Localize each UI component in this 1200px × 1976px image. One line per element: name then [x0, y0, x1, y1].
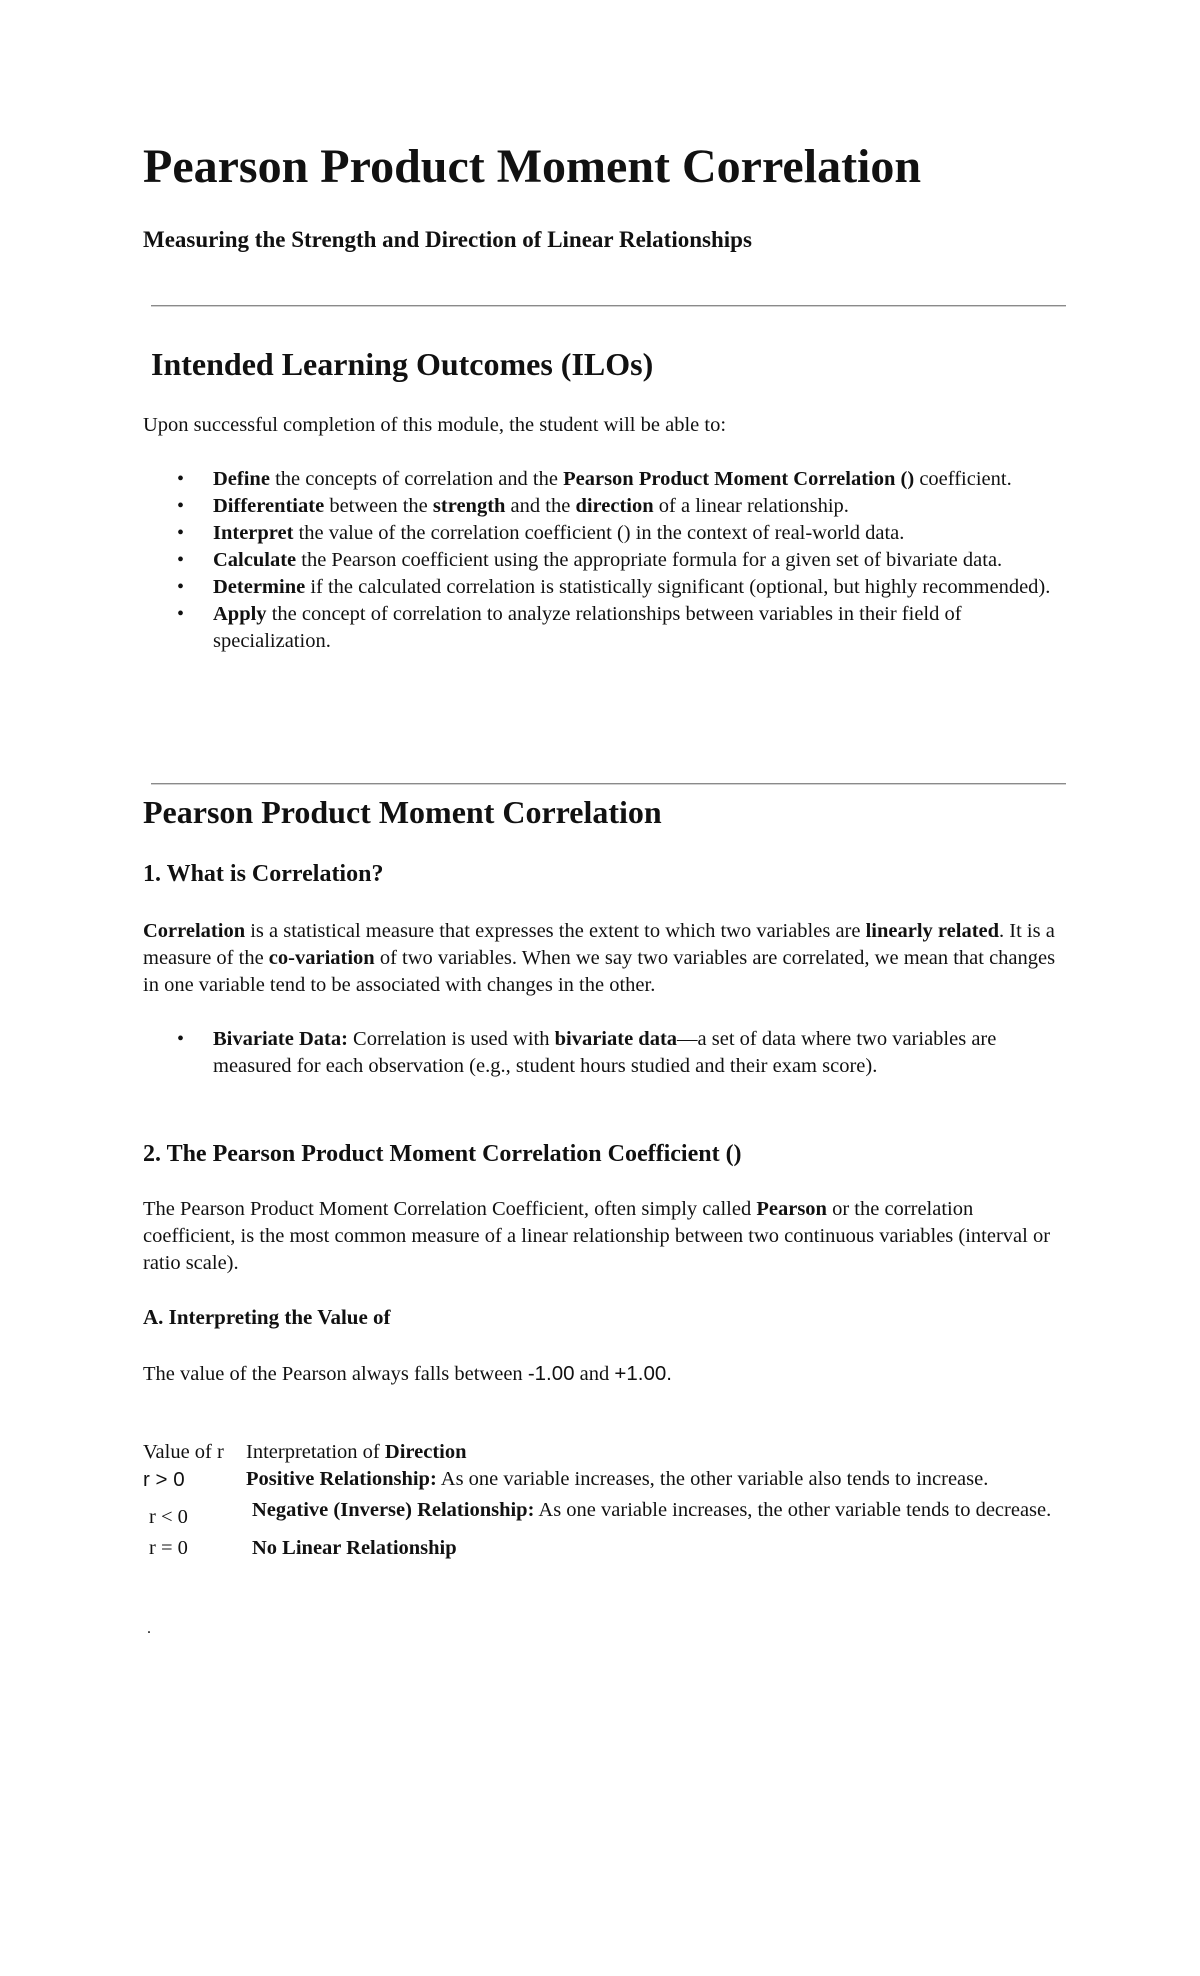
document-subtitle: Measuring the Strength and Direction of Linear Relationships: [143, 227, 752, 252]
ilo-item: • Differentiate between the strength and the direction of a linear relationship.: [143, 493, 1068, 520]
table-row: [143, 1535, 1068, 1562]
table-row: [143, 1497, 1068, 1531]
ilo-item: • Define the concepts of correlation and the Pearson Product Moment Correlation () coefficient.: [143, 466, 1068, 493]
ilo-heading: Intended Learning Outcomes (ILOs): [151, 346, 654, 382]
ilo-item: • Calculate the Pearson coefficient using the appropriate formula for a given set of bivariate data.: [143, 547, 1068, 574]
document-title: Pearson Product Moment Correlation: [143, 140, 922, 193]
ilo-item: • Interpret the value of the correlation coefficient () in the context of real-world data.: [143, 520, 1068, 547]
table-header-value: Value of r: [143, 1441, 224, 1463]
range-statement: The value of the Pearson always falls between -1.00 and +1.00.: [143, 1362, 672, 1385]
ilo-intro: Upon successful completion of this module, the student will be able to:: [143, 414, 727, 436]
table-cell-value: r > 0: [143, 1468, 185, 1491]
table-cell-interpretation: Positive Relationship: As one variable increases, the other variable also tends to increase.: [246, 1468, 989, 1490]
correlation-definition: Correlation is a statistical measure that expresses the extent to which two variables are linearly related. It is a measure of the co-variation of two variables. When we say two variables are correlated, we mean that changes in one variable tend to be associated with changes in the other.: [143, 920, 1056, 996]
horizontal-rule: [151, 305, 1066, 307]
bivariate-item: • Bivariate Data: Correlation is used with bivariate data—a set of data where two variables are measured for each observation (e.g., student hours studied and their exam score).: [143, 1026, 1068, 1080]
table-header-interpretation: Interpretation of Direction: [246, 1441, 467, 1463]
table-header-row: [143, 1439, 1068, 1466]
ilo-item: • Apply the concept of correlation to analyze relationships between variables in their field of specialization.: [143, 601, 1068, 655]
interpreting-heading: A. Interpreting the Value of: [143, 1305, 391, 1329]
interpretation-table: [143, 1439, 1068, 1562]
table-row: [143, 1466, 1068, 1493]
coefficient-description: The Pearson Product Moment Correlation Coefficient, often simply called Pearson or the correlation coefficient, is the most common measure of a linear relationship between two continuous variables (interval or ratio scale).: [143, 1198, 1051, 1274]
table-cell-value: r < 0: [149, 1506, 188, 1528]
trailing-period: .: [147, 1620, 151, 1637]
section-heading: Pearson Product Moment Correlation: [143, 794, 662, 830]
coefficient-heading: 2. The Pearson Product Moment Correlation Coefficient (): [143, 1141, 742, 1167]
bivariate-list: [143, 1026, 1068, 1080]
table-cell-interpretation: Negative (Inverse) Relationship: As one variable increases, the other variable tends to decrease.: [252, 1499, 1052, 1521]
table-cell-value: r = 0: [149, 1537, 188, 1559]
ilo-list: [143, 466, 1068, 655]
table-cell-interpretation: No Linear Relationship: [252, 1537, 457, 1559]
ilo-item: • Determine if the calculated correlation is statistically significant (optional, but highly recommended).: [143, 574, 1068, 601]
horizontal-rule: [151, 783, 1066, 785]
what-is-correlation-heading: 1. What is Correlation?: [143, 861, 384, 887]
